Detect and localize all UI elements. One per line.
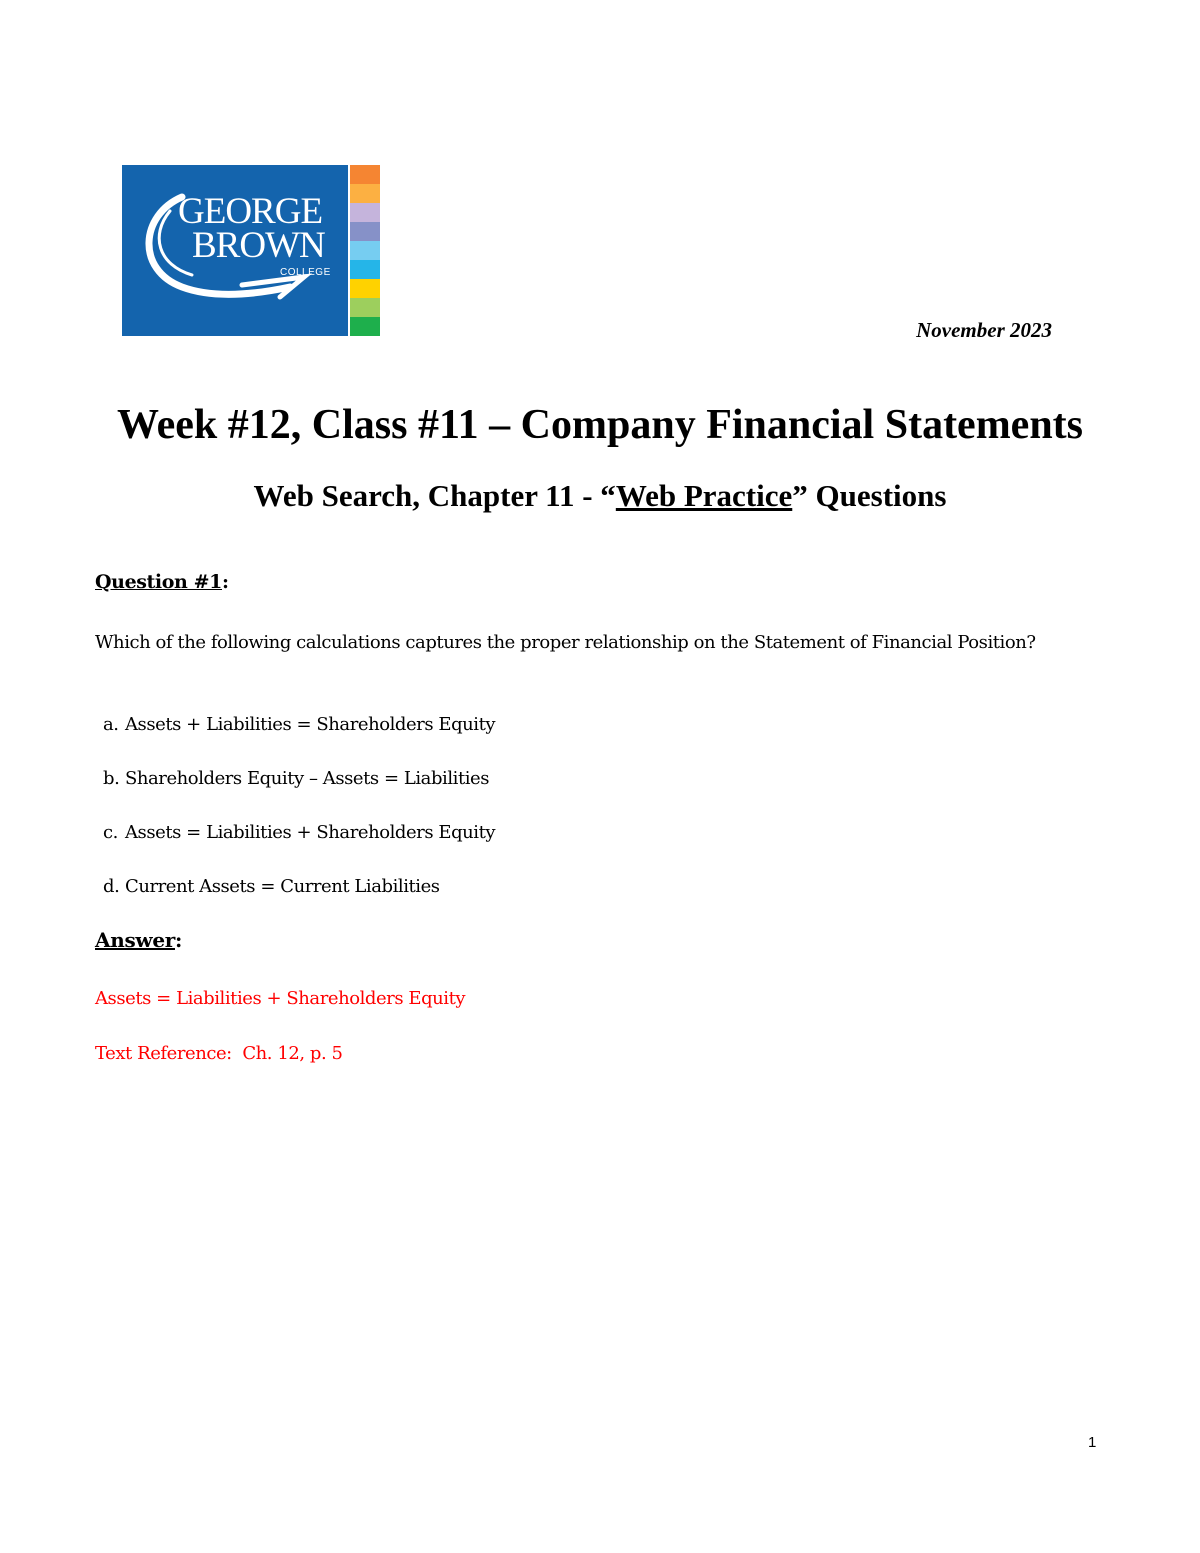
question-heading-colon: :: [222, 571, 229, 593]
question-heading: [95, 571, 229, 593]
answer-heading: [95, 928, 182, 952]
option-text: Current Assets = Current Liabilities: [125, 876, 440, 897]
option-a: [103, 711, 495, 738]
subtitle-suffix: ” Questions: [792, 478, 947, 513]
question-text: Which of the following calculations captures the proper relationship on the Statement of Financial Position?: [95, 632, 1036, 653]
college-logo-graphic: [122, 165, 380, 336]
question-heading-label: Question #1: [95, 571, 222, 593]
page-number: 1: [1088, 1434, 1097, 1451]
george-brown-college-logo: [122, 165, 380, 336]
option-text: Assets + Liabilities = Shareholders Equity: [125, 714, 496, 735]
logo-line2: BROWN: [192, 225, 325, 266]
page-title: Week #12, Class #11 – Company Financial Statements: [116, 402, 1084, 448]
option-text: Assets = Liabilities + Shareholders Equity: [125, 822, 496, 843]
option-text: Shareholders Equity – Assets = Liabilities: [125, 768, 490, 789]
option-b: [103, 765, 489, 792]
option-letter: c.: [103, 822, 118, 843]
logo-line1: GEORGE: [178, 191, 323, 232]
option-letter: a.: [103, 714, 119, 735]
page-subtitle: [0, 476, 1200, 516]
logo-line3: COLLEGE: [280, 267, 331, 278]
logo-stripes: [350, 165, 380, 336]
document-date: November 2023: [916, 318, 1052, 342]
subtitle-underlined: Web Practice: [615, 478, 793, 513]
option-d: [103, 873, 440, 900]
option-c: [103, 819, 495, 846]
option-letter: b.: [103, 768, 120, 789]
subtitle-prefix: Web Search, Chapter 11 - “: [253, 478, 616, 513]
answer-heading-label: Answer: [95, 928, 175, 952]
option-letter: d.: [103, 876, 120, 897]
answer-text: Assets = Liabilities + Shareholders Equity: [95, 988, 466, 1009]
text-reference: Text Reference: Ch. 12, p. 5: [95, 1043, 343, 1064]
answer-heading-colon: :: [175, 928, 183, 952]
